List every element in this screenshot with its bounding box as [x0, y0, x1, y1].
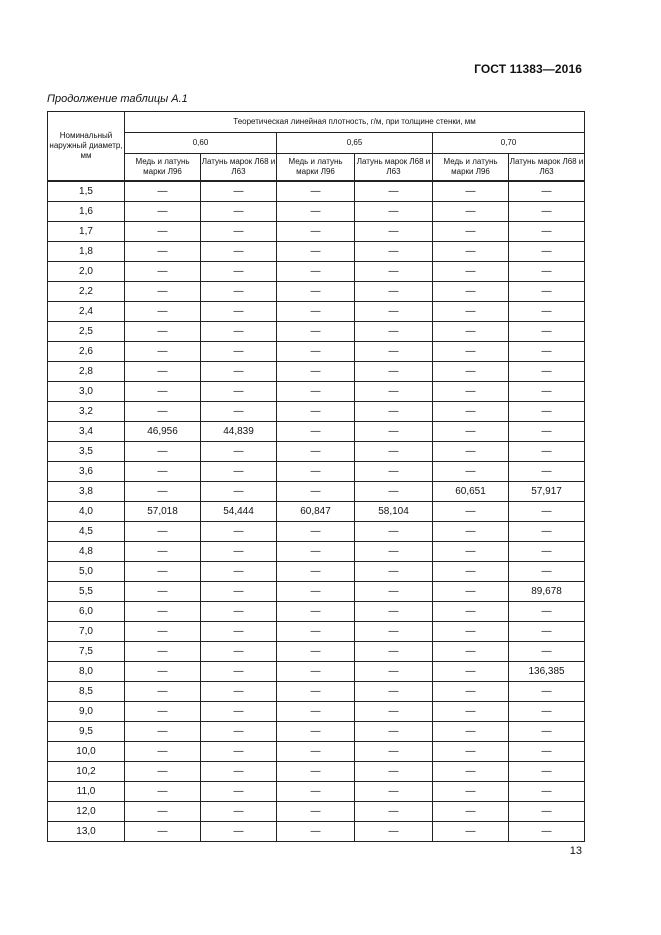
density-cell: — — [201, 662, 277, 682]
density-cell: — — [201, 442, 277, 462]
density-cell: — — [125, 802, 201, 822]
density-cell: — — [433, 222, 509, 242]
density-cell: — — [433, 322, 509, 342]
diameter-cell: 1,8 — [48, 242, 125, 262]
density-cell: — — [509, 442, 585, 462]
density-cell: — — [125, 822, 201, 842]
density-cell: — — [201, 202, 277, 222]
document-code: ГОСТ 11383—2016 — [474, 62, 582, 76]
density-cell: — — [277, 622, 355, 642]
density-cell: — — [355, 202, 433, 222]
table-row — [48, 382, 585, 402]
table-row — [48, 822, 585, 842]
density-cell: — — [355, 602, 433, 622]
diameter-cell: 2,2 — [48, 282, 125, 302]
density-cell: — — [433, 342, 509, 362]
density-cell: — — [433, 362, 509, 382]
diameter-cell: 7,5 — [48, 642, 125, 662]
diameter-cell: 3,2 — [48, 402, 125, 422]
density-cell: — — [125, 181, 201, 202]
density-cell: — — [201, 542, 277, 562]
density-cell: — — [277, 262, 355, 282]
diameter-cell: 10,2 — [48, 762, 125, 782]
density-cell: — — [125, 202, 201, 222]
density-cell: — — [277, 742, 355, 762]
density-cell: — — [125, 742, 201, 762]
density-cell: — — [201, 181, 277, 202]
density-cell: — — [433, 742, 509, 762]
density-cell: — — [509, 402, 585, 422]
density-cell: — — [125, 582, 201, 602]
density-cell: — — [509, 222, 585, 242]
density-cell: — — [201, 622, 277, 642]
density-cell: — — [277, 342, 355, 362]
density-cell: — — [201, 302, 277, 322]
table-row — [48, 302, 585, 322]
density-cell: — — [433, 602, 509, 622]
density-cell: — — [433, 702, 509, 722]
density-cell: — — [355, 702, 433, 722]
density-cell: 54,444 — [201, 502, 277, 522]
table-row — [48, 342, 585, 362]
density-cell: — — [277, 582, 355, 602]
density-cell: 89,678 — [509, 582, 585, 602]
density-cell: — — [355, 822, 433, 842]
thickness-header: 0,60 — [125, 133, 277, 154]
density-cell: — — [433, 762, 509, 782]
density-cell: — — [125, 242, 201, 262]
density-cell: — — [509, 382, 585, 402]
density-cell: — — [509, 782, 585, 802]
diameter-cell: 2,8 — [48, 362, 125, 382]
density-cell: — — [433, 642, 509, 662]
density-cell: — — [509, 502, 585, 522]
density-cell: — — [277, 462, 355, 482]
density-cell: — — [125, 722, 201, 742]
density-cell: — — [125, 602, 201, 622]
density-cell: — — [201, 822, 277, 842]
density-cell: 136,385 — [509, 662, 585, 682]
density-cell: — — [277, 362, 355, 382]
diameter-cell: 4,8 — [48, 542, 125, 562]
diameter-cell: 3,6 — [48, 462, 125, 482]
density-cell: — — [433, 422, 509, 442]
density-cell: 60,847 — [277, 502, 355, 522]
density-cell: — — [509, 262, 585, 282]
density-cell: — — [201, 242, 277, 262]
density-cell: — — [277, 442, 355, 462]
density-cell: — — [201, 342, 277, 362]
density-cell: — — [201, 462, 277, 482]
density-cell: — — [277, 542, 355, 562]
density-cell: — — [355, 462, 433, 482]
density-cell: — — [201, 522, 277, 542]
density-cell: — — [433, 582, 509, 602]
diameter-cell: 5,5 — [48, 582, 125, 602]
table-row — [48, 242, 585, 262]
table-row — [48, 802, 585, 822]
density-cell: — — [433, 262, 509, 282]
density-cell: — — [201, 682, 277, 702]
density-cell: — — [125, 782, 201, 802]
density-cell: — — [201, 702, 277, 722]
density-table — [47, 111, 585, 842]
density-cell: — — [277, 402, 355, 422]
diameter-cell: 1,5 — [48, 181, 125, 202]
density-cell: — — [201, 322, 277, 342]
diameter-cell: 3,5 — [48, 442, 125, 462]
density-cell: — — [201, 362, 277, 382]
density-cell: — — [433, 442, 509, 462]
density-cell: — — [201, 262, 277, 282]
density-cell: — — [509, 242, 585, 262]
diameter-cell: 3,8 — [48, 482, 125, 502]
density-cell: — — [125, 282, 201, 302]
density-cell: — — [355, 262, 433, 282]
table-row — [48, 642, 585, 662]
density-cell: — — [509, 342, 585, 362]
density-cell: — — [433, 242, 509, 262]
table-row — [48, 202, 585, 222]
diameter-cell: 13,0 — [48, 822, 125, 842]
density-cell: — — [277, 642, 355, 662]
density-cell: — — [355, 522, 433, 542]
table-row — [48, 762, 585, 782]
density-cell: — — [433, 562, 509, 582]
density-cell: — — [125, 362, 201, 382]
diameter-column-header: Номинальный наружный диаметр, мм — [48, 112, 125, 182]
diameter-cell: 8,0 — [48, 662, 125, 682]
density-cell: — — [433, 542, 509, 562]
density-cell: — — [125, 662, 201, 682]
table-row — [48, 522, 585, 542]
density-cell: — — [433, 722, 509, 742]
density-cell: — — [355, 782, 433, 802]
density-cell: — — [509, 682, 585, 702]
material-header: Латунь марок Л68 и Л63 — [355, 154, 433, 182]
density-cell: — — [355, 762, 433, 782]
density-cell: — — [509, 322, 585, 342]
density-cell: — — [509, 742, 585, 762]
density-cell: — — [355, 642, 433, 662]
density-cell: — — [509, 462, 585, 482]
diameter-cell: 2,4 — [48, 302, 125, 322]
density-cell: — — [277, 782, 355, 802]
density-cell: — — [355, 222, 433, 242]
density-cell: — — [201, 582, 277, 602]
density-cell: — — [509, 202, 585, 222]
diameter-cell: 1,7 — [48, 222, 125, 242]
diameter-cell: 2,0 — [48, 262, 125, 282]
density-cell: — — [277, 802, 355, 822]
density-cell: — — [433, 802, 509, 822]
table-row — [48, 462, 585, 482]
table-row — [48, 282, 585, 302]
density-cell: — — [509, 762, 585, 782]
density-cell: — — [201, 762, 277, 782]
density-cell: — — [277, 242, 355, 262]
density-cell: — — [509, 302, 585, 322]
density-cell: — — [277, 822, 355, 842]
density-cell: — — [201, 562, 277, 582]
density-cell: — — [277, 282, 355, 302]
density-cell: — — [277, 422, 355, 442]
density-cell: — — [201, 782, 277, 802]
density-cell: — — [355, 582, 433, 602]
density-cell: — — [433, 622, 509, 642]
density-cell: — — [125, 642, 201, 662]
density-cell: — — [125, 382, 201, 402]
diameter-cell: 6,0 — [48, 602, 125, 622]
density-cell: — — [125, 542, 201, 562]
density-cell: — — [355, 722, 433, 742]
table-row — [48, 502, 585, 522]
table-row — [48, 422, 585, 442]
thickness-header: 0,65 — [277, 133, 433, 154]
density-cell: — — [509, 522, 585, 542]
table-row — [48, 442, 585, 462]
density-cell: — — [355, 242, 433, 262]
diameter-cell: 3,4 — [48, 422, 125, 442]
table-row — [48, 262, 585, 282]
density-cell: — — [433, 302, 509, 322]
density-cell: — — [125, 762, 201, 782]
density-cell: — — [277, 302, 355, 322]
density-cell: — — [509, 562, 585, 582]
density-cell: — — [125, 522, 201, 542]
material-header: Медь и латунь марки Л96 — [125, 154, 201, 182]
density-cell: — — [125, 302, 201, 322]
density-cell: — — [201, 802, 277, 822]
density-cell: — — [355, 322, 433, 342]
density-cell: — — [433, 202, 509, 222]
table-header — [48, 112, 585, 182]
density-cell: — — [355, 802, 433, 822]
diameter-cell: 10,0 — [48, 742, 125, 762]
density-cell: — — [277, 662, 355, 682]
density-cell: 57,018 — [125, 502, 201, 522]
density-cell: — — [201, 642, 277, 662]
density-cell: — — [277, 181, 355, 202]
density-cell: — — [509, 602, 585, 622]
density-cell: — — [509, 181, 585, 202]
table-body — [48, 181, 585, 842]
density-cell: — — [355, 362, 433, 382]
material-header: Латунь марок Л68 и Л63 — [201, 154, 277, 182]
diameter-cell: 4,0 — [48, 502, 125, 522]
density-cell: — — [277, 222, 355, 242]
density-cell: — — [433, 382, 509, 402]
diameter-cell: 5,0 — [48, 562, 125, 582]
density-cell: — — [355, 402, 433, 422]
density-cell: — — [125, 402, 201, 422]
diameter-cell: 1,6 — [48, 202, 125, 222]
density-cell: — — [125, 222, 201, 242]
diameter-cell: 2,6 — [48, 342, 125, 362]
density-cell: — — [433, 462, 509, 482]
table-row — [48, 562, 585, 582]
density-cell: — — [277, 522, 355, 542]
table-row — [48, 222, 585, 242]
material-header: Медь и латунь марки Л96 — [277, 154, 355, 182]
density-group-header: Теоретическая линейная плотность, г/м, при толщине стенки, мм — [125, 112, 585, 133]
diameter-cell: 7,0 — [48, 622, 125, 642]
table-caption: Продолжение таблицы А.1 — [47, 93, 188, 105]
page-number: 13 — [569, 845, 582, 857]
density-cell: — — [277, 602, 355, 622]
diameter-cell: 9,0 — [48, 702, 125, 722]
table-row — [48, 582, 585, 602]
table-row — [48, 602, 585, 622]
density-cell: — — [125, 322, 201, 342]
density-cell: — — [277, 322, 355, 342]
density-cell: — — [509, 722, 585, 742]
density-cell: — — [433, 522, 509, 542]
density-cell: — — [433, 822, 509, 842]
density-cell: — — [277, 202, 355, 222]
table-row — [48, 322, 585, 342]
table-row — [48, 722, 585, 742]
density-cell: — — [509, 622, 585, 642]
density-cell: — — [509, 422, 585, 442]
density-cell: — — [355, 622, 433, 642]
density-cell: — — [125, 682, 201, 702]
diameter-cell: 11,0 — [48, 782, 125, 802]
density-cell: — — [509, 802, 585, 822]
density-cell: — — [277, 482, 355, 502]
density-cell: 60,651 — [433, 482, 509, 502]
density-cell: — — [201, 382, 277, 402]
density-cell: — — [355, 742, 433, 762]
material-header: Латунь марок Л68 и Л63 — [509, 154, 585, 182]
density-cell: — — [125, 262, 201, 282]
table-row — [48, 482, 585, 502]
density-cell: — — [355, 382, 433, 402]
density-cell: — — [277, 762, 355, 782]
thickness-header: 0,70 — [433, 133, 585, 154]
table-row — [48, 181, 585, 202]
diameter-cell: 8,5 — [48, 682, 125, 702]
density-cell: — — [355, 542, 433, 562]
diameter-cell: 12,0 — [48, 802, 125, 822]
density-cell: — — [355, 562, 433, 582]
density-cell: — — [433, 181, 509, 202]
table-row — [48, 782, 585, 802]
density-cell: — — [277, 382, 355, 402]
density-cell: — — [201, 282, 277, 302]
table-row — [48, 402, 585, 422]
density-cell: — — [201, 482, 277, 502]
density-cell: 58,104 — [355, 502, 433, 522]
density-cell: — — [277, 722, 355, 742]
density-cell: — — [125, 702, 201, 722]
density-cell: — — [433, 682, 509, 702]
density-cell: — — [509, 702, 585, 722]
table-row — [48, 682, 585, 702]
density-cell: — — [355, 282, 433, 302]
density-cell: — — [201, 402, 277, 422]
table-row — [48, 362, 585, 382]
density-cell: — — [125, 462, 201, 482]
density-cell: — — [125, 482, 201, 502]
density-cell: — — [201, 602, 277, 622]
table-row — [48, 742, 585, 762]
density-cell: — — [509, 642, 585, 662]
density-cell: — — [201, 722, 277, 742]
density-cell: — — [355, 682, 433, 702]
density-cell: — — [355, 662, 433, 682]
density-cell: — — [201, 222, 277, 242]
density-cell: — — [355, 181, 433, 202]
density-cell: — — [355, 482, 433, 502]
diameter-cell: 9,5 — [48, 722, 125, 742]
density-cell: — — [433, 402, 509, 422]
table-row — [48, 702, 585, 722]
material-header: Медь и латунь марки Л96 — [433, 154, 509, 182]
table-row — [48, 542, 585, 562]
density-cell: — — [433, 502, 509, 522]
density-cell: — — [509, 362, 585, 382]
density-cell: — — [125, 622, 201, 642]
diameter-cell: 2,5 — [48, 322, 125, 342]
density-cell: — — [509, 282, 585, 302]
density-cell: 57,917 — [509, 482, 585, 502]
density-cell: 44,839 — [201, 422, 277, 442]
density-cell: — — [277, 562, 355, 582]
density-cell: — — [355, 302, 433, 322]
table-row — [48, 662, 585, 682]
density-cell: — — [355, 342, 433, 362]
density-cell: — — [509, 822, 585, 842]
density-cell: 46,956 — [125, 422, 201, 442]
diameter-cell: 4,5 — [48, 522, 125, 542]
density-cell: — — [125, 562, 201, 582]
density-cell: — — [277, 702, 355, 722]
density-cell: — — [433, 662, 509, 682]
density-cell: — — [277, 682, 355, 702]
density-cell: — — [433, 782, 509, 802]
density-cell: — — [125, 342, 201, 362]
density-cell: — — [433, 282, 509, 302]
density-cell: — — [355, 442, 433, 462]
density-cell: — — [125, 442, 201, 462]
table-row — [48, 622, 585, 642]
density-cell: — — [355, 422, 433, 442]
diameter-cell: 3,0 — [48, 382, 125, 402]
density-cell: — — [509, 542, 585, 562]
density-cell: — — [201, 742, 277, 762]
